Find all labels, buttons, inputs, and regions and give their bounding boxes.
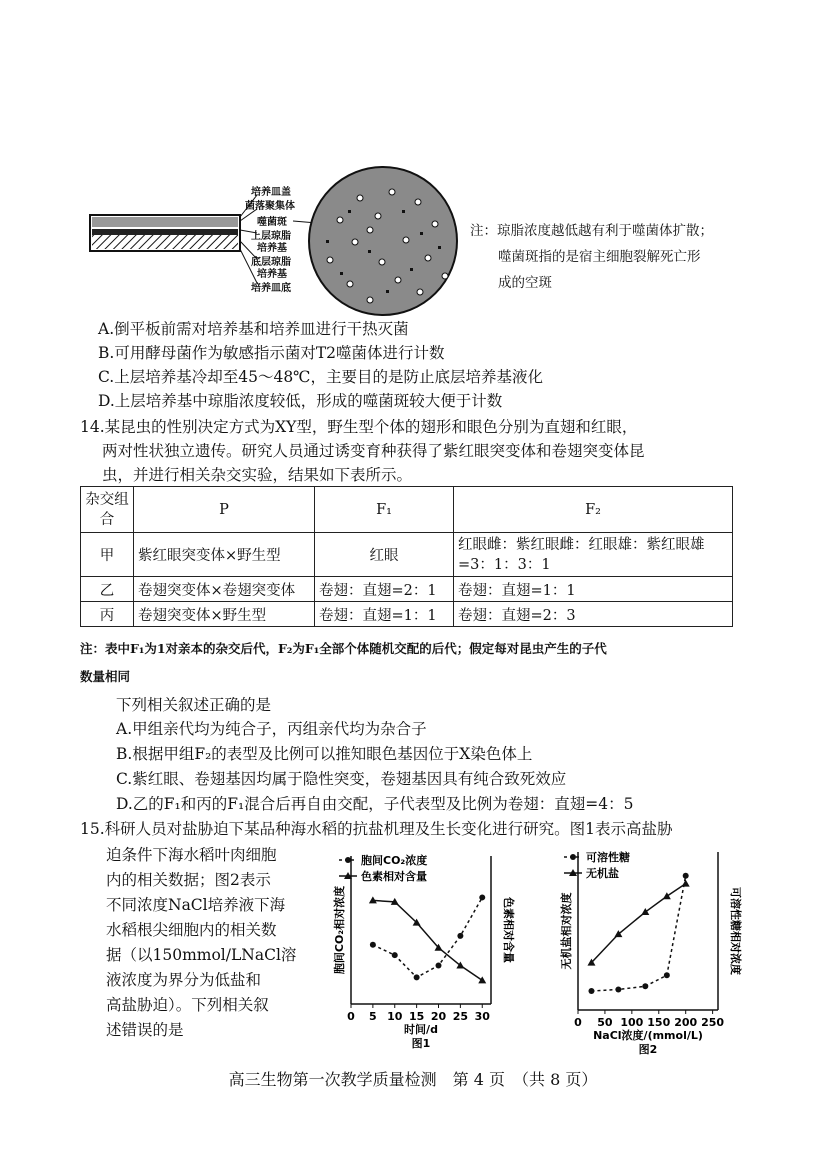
data-point [478, 976, 486, 983]
q14-option-d: D.乙的F₁和丙的F₁混合后再自由交配，子代表型及比例为卷翅：直翅=4：5 [116, 795, 634, 813]
plate-note-line-2: 噬菌斑指的是宿主细胞裂解死亡形 [498, 249, 701, 265]
q14-option-a: A.甲组亲代均为纯合子，丙组亲代均为杂合子 [116, 720, 427, 738]
cell-f2: 卷翅：直翅=2：3 [454, 602, 733, 627]
th-f2: F₂ [454, 487, 733, 533]
x-tick-label: 20 [430, 1010, 447, 1023]
cell-f1: 卷翅：直翅=2：1 [315, 577, 454, 602]
data-point [682, 880, 690, 887]
data-point [392, 952, 398, 958]
data-point [436, 963, 442, 969]
label-medium-1: 培养基 [257, 243, 287, 254]
q13-option-a: A.倒平板前需对培养基和培养皿进行干热灭菌 [98, 320, 409, 338]
x-tick-label: 150 [647, 1016, 671, 1029]
x-axis-label: 时间/d [404, 1023, 438, 1036]
cell-f2: 卷翅：直翅=1：1 [454, 577, 733, 602]
cell-p: 卷翅突变体×野生型 [134, 602, 315, 627]
q15-stem-block [106, 843, 296, 1043]
data-point [615, 986, 621, 992]
label-dish-bottom: 培养皿底 [251, 283, 291, 294]
q15-line: 述错误的是 [106, 1021, 184, 1039]
plate-note [470, 218, 713, 296]
cell-f2: 红眼雌：紫红眼雌：红眼雄：紫红眼雄=3：1：3：1 [454, 533, 733, 577]
plate-dots [310, 180, 460, 310]
data-point [642, 983, 648, 989]
q15-line: 液浓度为界分为低盐和 [106, 971, 262, 989]
y-axis-label-right: 可溶性糖相对浓度 [729, 887, 742, 975]
label-medium-2: 培养基 [257, 269, 287, 280]
q14-prompt: 下列相关叙述正确的是 [116, 696, 272, 714]
label-dish-lid: 培养皿盖 [251, 187, 291, 198]
data-point [588, 988, 594, 994]
cell-p: 紫红眼突变体×野生型 [134, 533, 315, 577]
legend-marker [570, 854, 576, 860]
label-plaque: 噬菌斑 [257, 217, 287, 228]
q13-option-c: C.上层培养基冷却至45～48℃，主要目的是防止底层培养基液化 [98, 368, 544, 386]
plate-note-line-1: 注：琼脂浓度越低越有利于噬菌体扩散； [470, 223, 713, 239]
x-tick-label: 100 [620, 1016, 644, 1029]
y-axis-label-right: 色素相对含量 [502, 897, 515, 963]
q15-line: 迫条件下海水稻叶肉细胞 [106, 846, 277, 864]
data-point [457, 933, 463, 939]
q15-stem-1: 15.科研人员对盐胁迫下某品种海水稻的抗盐机理及生长变化进行研究。图1表示高盐胁 [80, 820, 673, 838]
page-footer: 高三生物第一次教学质量检测 第 4 页 （共 8 页） [228, 1070, 598, 1089]
data-point [370, 942, 376, 948]
q13-option-b: B.可用酵母菌作为敏感指示菌对T2噬菌体进行计数 [98, 344, 445, 362]
x-tick-label: 10 [387, 1010, 403, 1023]
cell-group: 乙 [81, 577, 134, 602]
th-f1: F₁ [315, 487, 454, 533]
q15-line: 高盐胁迫）。下列相关叙 [106, 996, 269, 1014]
label-bottom-agar: 底层琼脂 [251, 257, 291, 268]
q14-note-2: 数量相同 [80, 669, 131, 684]
q14-note-1: 注：表中F₁为1对亲本的杂交后代，F₂为F₁全部个体随机交配的后代；假定每对昆虫产生的子代 [80, 641, 607, 656]
legend-label: 可溶性糖 [586, 851, 630, 864]
cell-f1: 卷翅：直翅=1：1 [315, 602, 454, 627]
chart-figure-1 [325, 848, 525, 1048]
x-tick-label: 0 [574, 1016, 582, 1029]
table-row [81, 533, 733, 577]
x-tick-label: 50 [597, 1016, 613, 1029]
th-cross: 杂交组合 [81, 487, 134, 533]
table-row [81, 577, 733, 602]
x-tick-label: 5 [369, 1010, 377, 1023]
q15-line: 据（以150mmol/LNaCl溶 [106, 946, 297, 964]
data-point [683, 873, 689, 879]
y-axis-label-left: 胞间CO₂相对浓度 [333, 885, 346, 975]
q14-option-c: C.紫红眼、卷翅基因均属于隐性突变，卷翅基因具有纯合致死效应 [116, 770, 567, 788]
cell-group: 甲 [81, 533, 134, 577]
q15-line: 不同浓度NaCl培养液下海 [106, 896, 286, 914]
q14-option-b: B.根据甲组F₂的表型及比例可以推知眼色基因位于X染色体上 [116, 745, 533, 763]
q15-line: 水稻根尖细胞内的相关数 [106, 921, 277, 939]
x-tick-label: 0 [347, 1010, 355, 1023]
x-axis-label: NaCl浓度/(mmol/L) [593, 1029, 703, 1042]
x-tick-label: 200 [674, 1016, 698, 1029]
x-tick-label: 30 [474, 1010, 490, 1023]
table-row [81, 602, 733, 627]
data-point [479, 894, 485, 900]
plate-note-line-3: 成的空斑 [498, 275, 552, 291]
cell-f1: 红眼 [315, 533, 454, 577]
data-point [414, 974, 420, 980]
legend-marker [345, 857, 351, 863]
cell-group: 丙 [81, 602, 134, 627]
q14-stem-2: 两对性状独立遗传。研究人员通过诱变育种获得了紫红眼突变体和卷翅突变体昆 [102, 442, 645, 460]
series-line [373, 900, 482, 980]
data-point [663, 892, 671, 899]
x-tick-label: 25 [452, 1010, 469, 1023]
q15-line: 内的相关数据；图2表示 [106, 871, 271, 889]
label-colony: 菌落聚集体 [245, 201, 295, 212]
legend-label: 色素相对含量 [361, 870, 427, 883]
chart-figure-2 [550, 842, 765, 1056]
chart-title: 图1 [411, 1037, 431, 1050]
legend-label: 无机盐 [586, 867, 619, 880]
cell-p: 卷翅突变体×卷翅突变体 [134, 577, 315, 602]
q14-stem-3: 虫，并进行相关杂交实验，结果如下表所示。 [102, 466, 413, 484]
label-upper-agar: 上层琼脂 [251, 231, 291, 242]
y-axis-label-left: 无机盐相对浓度 [560, 892, 573, 970]
q14-stem-1: 14.某昆虫的性别决定方式为XY型，野生型个体的翅形和眼色分别为直翅和红眼， [80, 418, 638, 436]
data-point [664, 972, 670, 978]
q13-option-d: D.上层培养基中琼脂浓度较低，形成的噬菌斑较大便于计数 [98, 392, 503, 410]
series-line [373, 897, 482, 977]
th-p: P [134, 487, 315, 533]
x-tick-label: 15 [408, 1010, 425, 1023]
cross-table [80, 486, 733, 627]
chart-title: 图2 [638, 1043, 658, 1056]
x-tick-label: 250 [701, 1016, 725, 1029]
legend-label: 胞间CO₂浓度 [361, 854, 428, 867]
